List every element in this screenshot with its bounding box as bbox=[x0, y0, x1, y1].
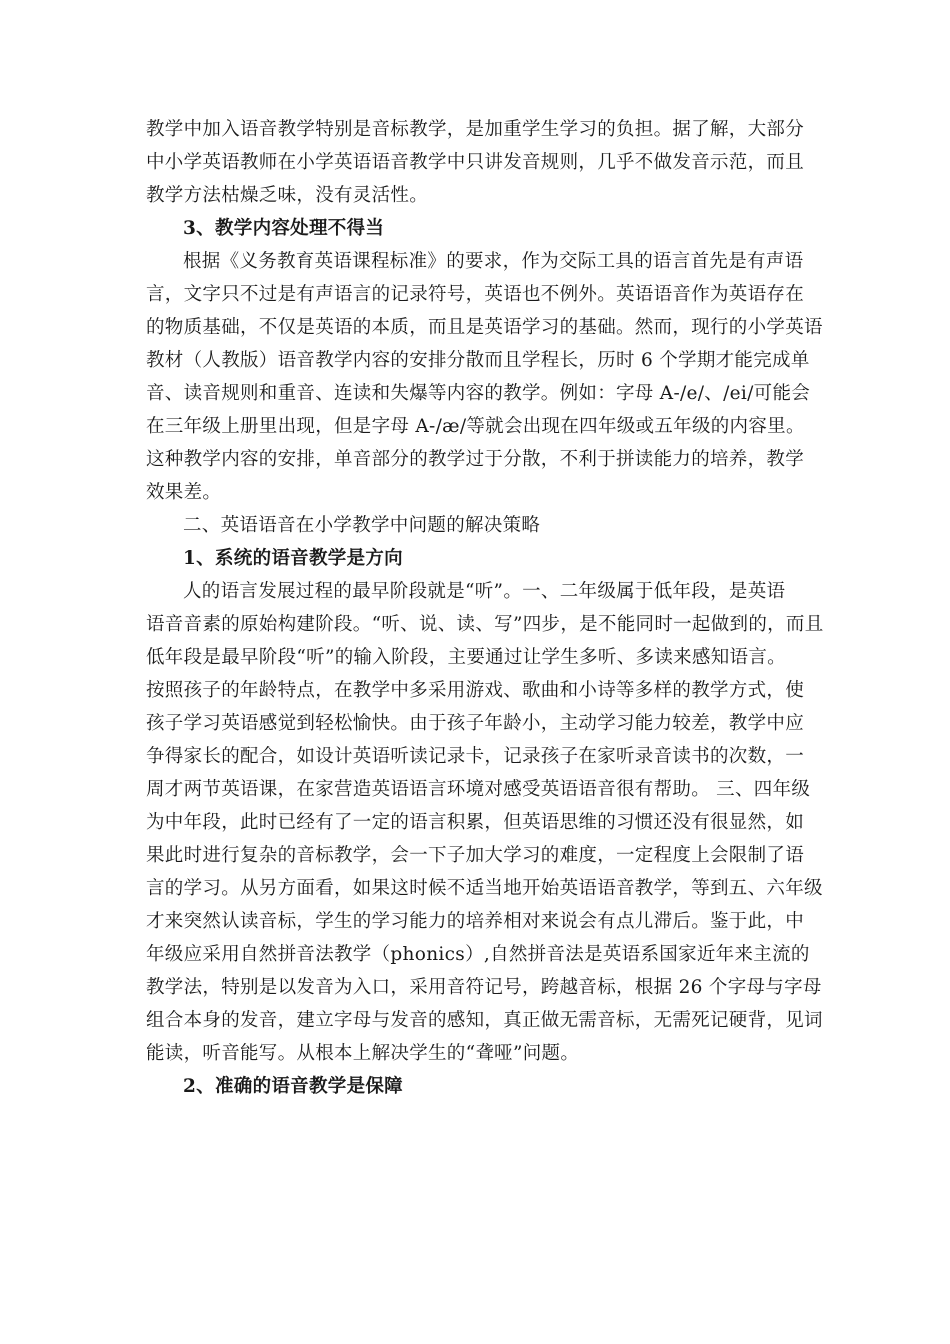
text-line: 根据《义务教育英语课程标准》的要求，作为交际工具的语言首先是有声语 bbox=[183, 251, 804, 272]
text-line: 按照孩子的年龄特点，在教学中多采用游戏、歌曲和小诗等多样的教学方式，使 bbox=[146, 680, 805, 701]
text-line: 音、读音规则和重音、连读和失爆等内容的教学。例如：字母 A-/e/、/ei/可能会 bbox=[146, 383, 811, 404]
text-line: 言，文字只不过是有声语言的记录符号，英语也不例外。英语语音作为英语存在 bbox=[146, 284, 805, 305]
text-line: 言的学习。从另方面看，如果这时候不适当地开始英语语音教学，等到五、六年级 bbox=[146, 878, 823, 899]
subheading: 1、系统的语音教学是方向 bbox=[183, 548, 403, 569]
subheading: 2、准确的语音教学是保障 bbox=[183, 1076, 403, 1097]
text-line: 能读，听音能写。从根本上解决学生的“聋哑”问题。 bbox=[146, 1043, 580, 1064]
text-line: 年级应采用自然拼音法教学（phonics）,自然拼音法是英语系国家近年来主流的 bbox=[146, 944, 810, 965]
text-line: 教学中加入语音教学特别是音标教学，是加重学生学习的负担。据了解，大部分 bbox=[146, 119, 805, 140]
subheading: 3、教学内容处理不得当 bbox=[183, 218, 385, 239]
text-line: 人的语言发展过程的最早阶段就是“听”。一、二年级属于低年段，是英语 bbox=[183, 581, 786, 602]
section-heading: 二、英语语音在小学教学中问题的解决策略 bbox=[183, 515, 541, 536]
text-line: 争得家长的配合，如设计英语听读记录卡，记录孩子在家听录音读书的次数，一 bbox=[146, 746, 805, 767]
text-line: 语音音素的原始构建阶段。“听、说、读、写”四步，是不能同时一起做到的，而且 bbox=[146, 614, 824, 635]
text-line: 这种教学内容的安排，单音部分的教学过于分散，不利于拼读能力的培养，教学 bbox=[146, 449, 805, 470]
text-line: 效果差。 bbox=[146, 482, 222, 503]
text-line: 为中年段，此时已经有了一定的语言积累，但英语思维的习惯还没有很显然，如 bbox=[146, 812, 805, 833]
text-line: 低年段是最早阶段“听”的输入阶段，主要通过让学生多听、多读来感知语言。 bbox=[146, 647, 786, 668]
text-line: 的物质基础，不仅是英语的本质，而且是英语学习的基础。然而，现行的小学英语 bbox=[146, 317, 823, 338]
text-line: 在三年级上册里出现，但是字母 A-/æ/等就会出现在四年级或五年级的内容里。 bbox=[146, 416, 805, 437]
text-line: 中小学英语教师在小学英语语音教学中只讲发音规则，几乎不做发音示范，而且 bbox=[146, 152, 805, 173]
document-page bbox=[146, 119, 824, 1110]
text-line: 才来突然认读音标，学生的学习能力的培养相对来说会有点儿滞后。鉴于此，中 bbox=[146, 911, 805, 932]
text-line: 教学法，特别是以发音为入口，采用音符记号，跨越音标，根据 26 个字母与字母 bbox=[146, 977, 822, 998]
text-line: 教材（人教版）语音教学内容的安排分散而且学程长，历时 6 个学期才能完成单 bbox=[146, 350, 810, 371]
text-line: 组合本身的发音，建立字母与发音的感知，真正做无需音标，无需死记硬背，见词 bbox=[146, 1010, 823, 1031]
text-line: 周才两节英语课，在家营造英语语言环境对感受英语语音很有帮助。 三、四年级 bbox=[146, 779, 811, 800]
text-line: 果此时进行复杂的音标教学，会一下子加大学习的难度，一定程度上会限制了语 bbox=[146, 845, 805, 866]
text-line: 教学方法枯燥乏味，没有灵活性。 bbox=[146, 185, 429, 206]
text-line: 孩子学习英语感觉到轻松愉快。由于孩子年龄小，主动学习能力较差，教学中应 bbox=[146, 713, 805, 734]
